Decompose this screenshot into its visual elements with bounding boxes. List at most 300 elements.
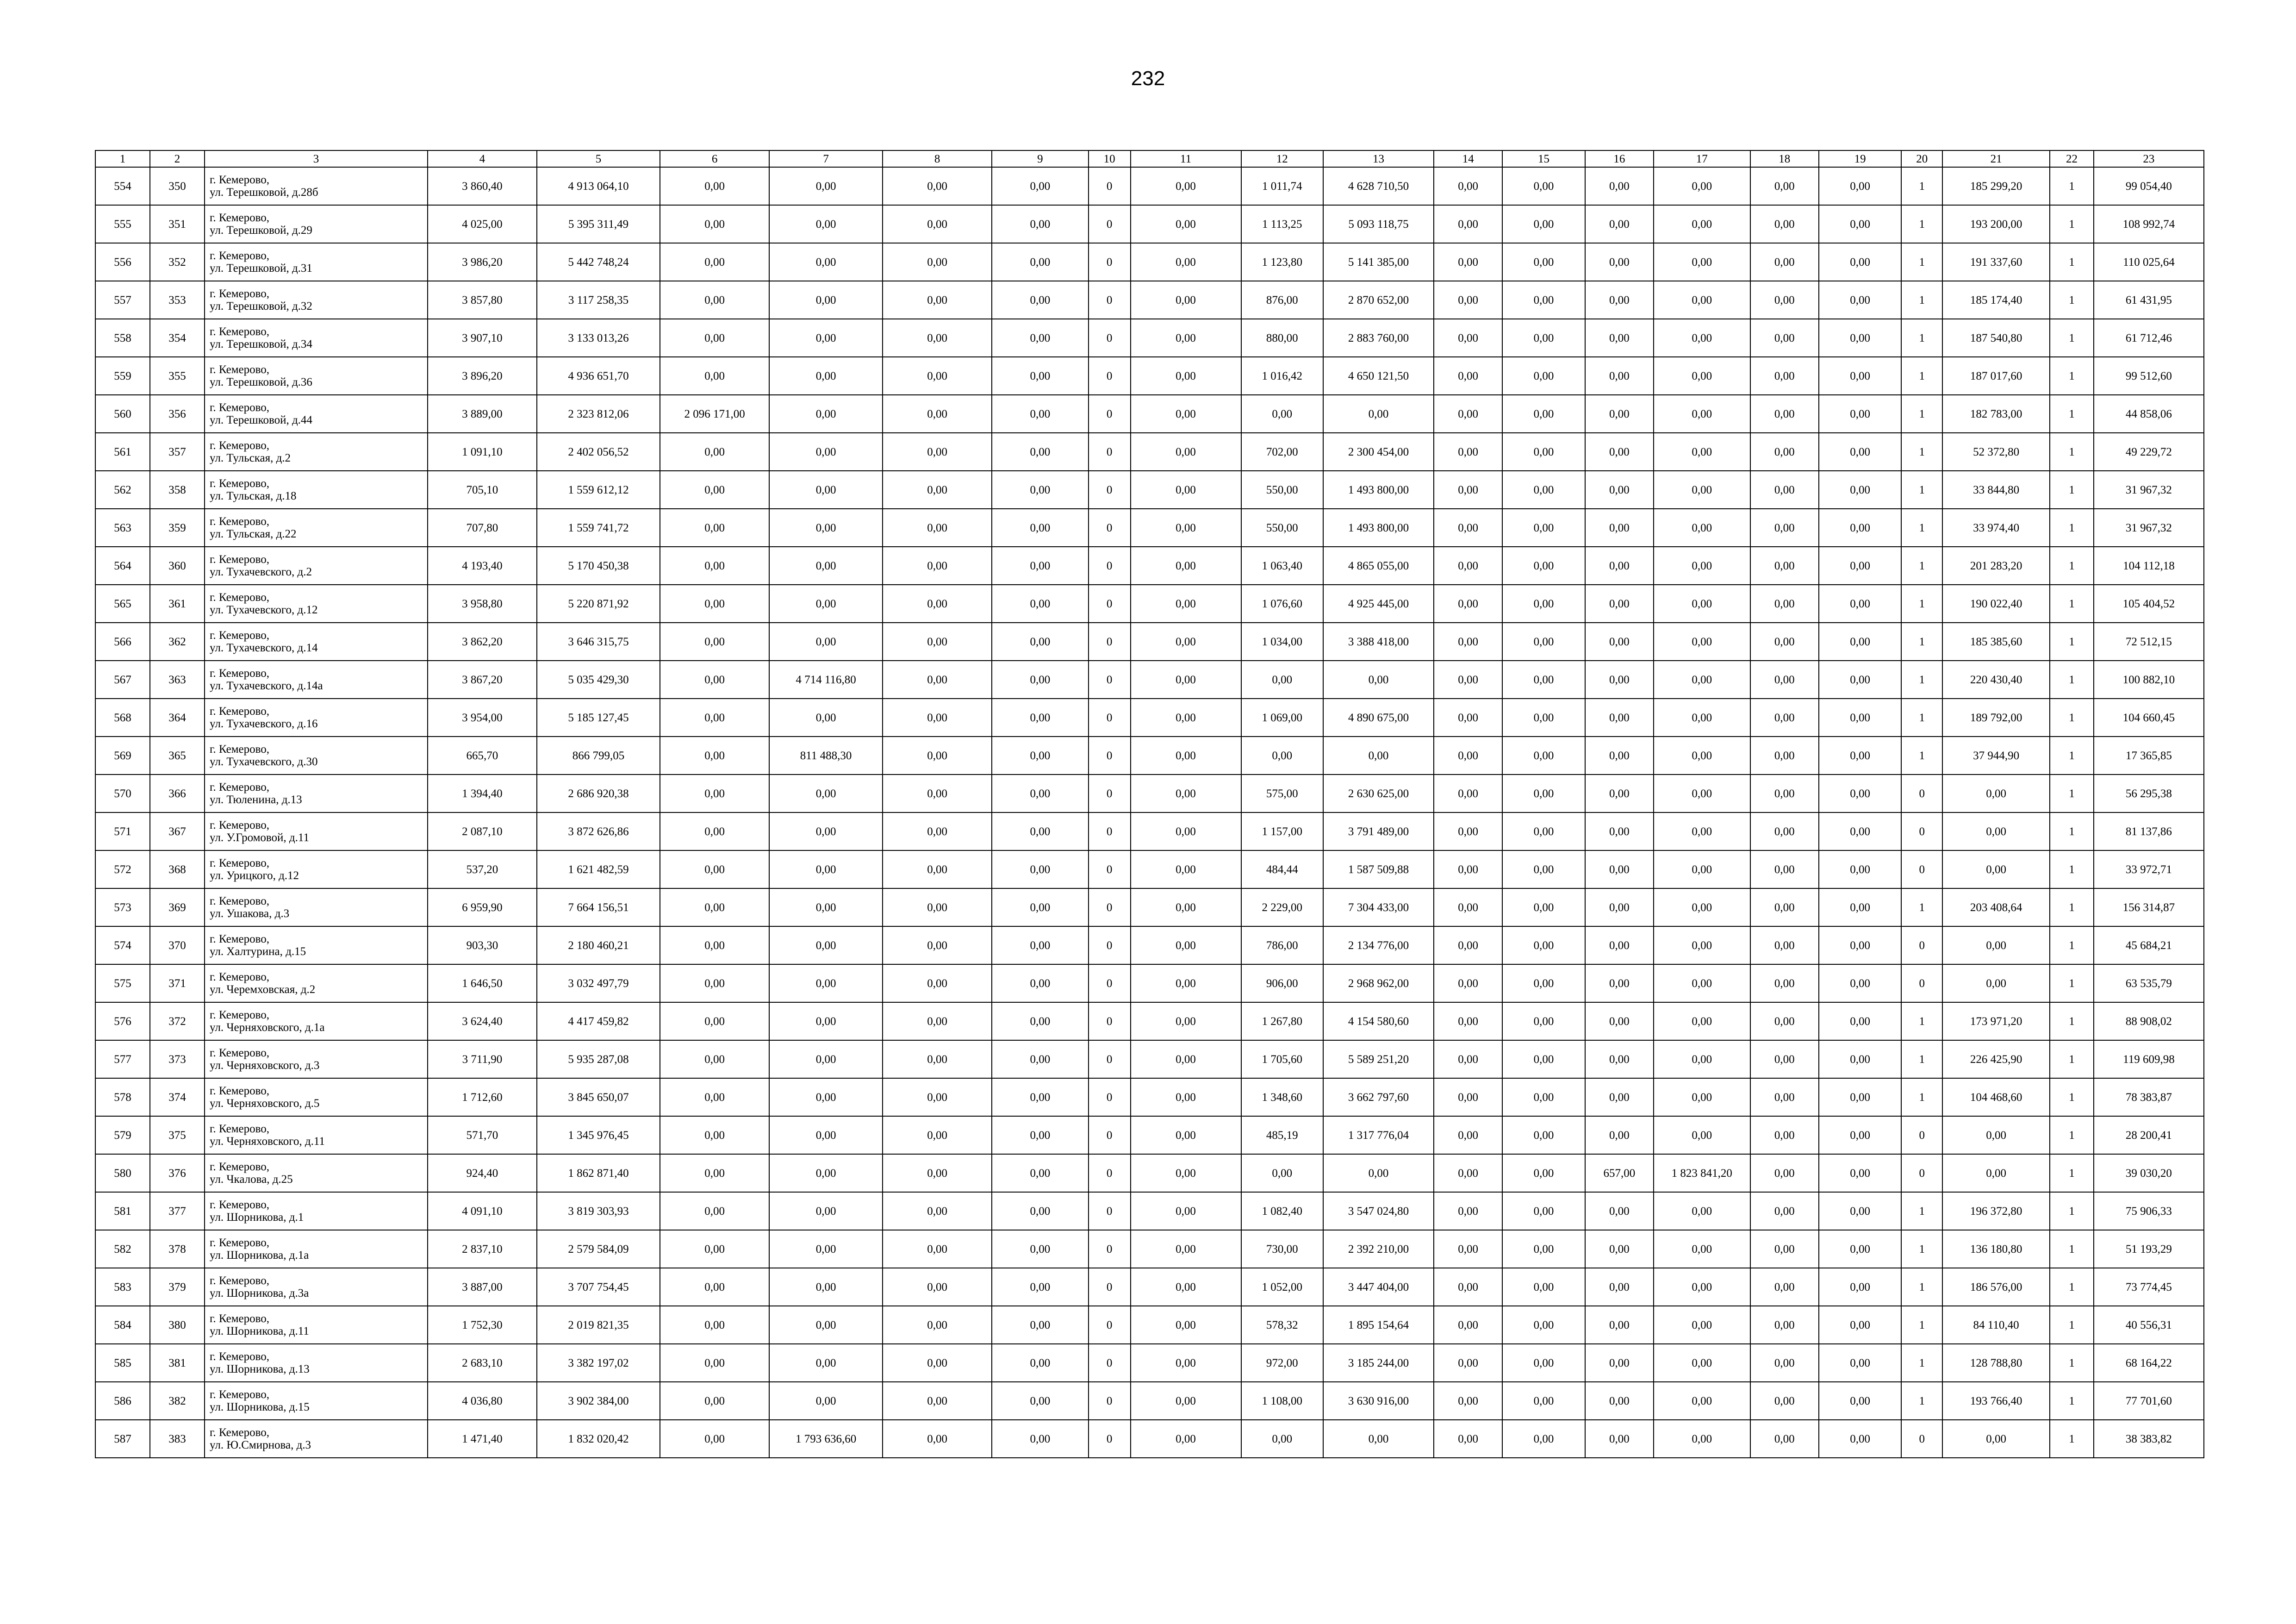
- cell-v10: 0: [1089, 243, 1131, 281]
- page-number: 232: [1131, 67, 1165, 90]
- cell-n: 582: [95, 1230, 150, 1268]
- address-street: ул. Ю.Смирнова, д.3: [209, 1439, 311, 1451]
- cell-address: [205, 319, 428, 357]
- cell-v8: 0,00: [883, 1268, 992, 1306]
- cell-id: 377: [150, 1192, 205, 1230]
- cell-v16: 0,00: [1585, 509, 1654, 547]
- cell-v7: 0,00: [769, 1344, 883, 1382]
- cell-v16: 0,00: [1585, 585, 1654, 623]
- cell-v14: 0,00: [1434, 775, 1502, 812]
- address-city: г. Кемерово,: [209, 1388, 269, 1401]
- cell-v8: 0,00: [883, 1154, 992, 1192]
- cell-v19: 0,00: [1819, 1002, 1901, 1040]
- cell-v9: 0,00: [992, 1420, 1089, 1458]
- cell-v18: 0,00: [1750, 1116, 1819, 1154]
- cell-v4: 537,20: [428, 850, 537, 888]
- column-header-3: 3: [205, 150, 428, 167]
- cell-v15: 0,00: [1502, 1230, 1585, 1268]
- cell-v17: 0,00: [1654, 1268, 1750, 1306]
- cell-v10: 0: [1089, 281, 1131, 319]
- cell-v17: 0,00: [1654, 357, 1750, 395]
- cell-address: [205, 1382, 428, 1420]
- cell-v5: 1 559 612,12: [537, 471, 660, 509]
- table-row: [95, 1344, 2204, 1382]
- cell-v4: 3 867,20: [428, 661, 537, 699]
- cell-v12: 702,00: [1241, 433, 1323, 471]
- cell-v4: 4 036,80: [428, 1382, 537, 1420]
- cell-v11: 0,00: [1131, 926, 1241, 964]
- cell-v18: 0,00: [1750, 509, 1819, 547]
- cell-v12: 0,00: [1241, 737, 1323, 775]
- cell-v21: 203 408,64: [1942, 888, 2050, 926]
- cell-v22: 1: [2050, 509, 2094, 547]
- table-row: [95, 509, 2204, 547]
- cell-v14: 0,00: [1434, 1420, 1502, 1458]
- address-street: ул. Черемховская, д.2: [209, 983, 316, 996]
- cell-id: 353: [150, 281, 205, 319]
- cell-id: 378: [150, 1230, 205, 1268]
- address-city: г. Кемерово,: [209, 667, 269, 680]
- cell-v16: 0,00: [1585, 433, 1654, 471]
- cell-v23: 33 972,71: [2094, 850, 2204, 888]
- address-street: ул. Шорникова, д.13: [209, 1363, 310, 1375]
- address-street: ул. Терешковой, д.29: [209, 224, 312, 237]
- cell-v9: 0,00: [992, 1078, 1089, 1116]
- cell-v16: 0,00: [1585, 1040, 1654, 1078]
- cell-v23: 77 701,60: [2094, 1382, 2204, 1420]
- cell-v12: 1 034,00: [1241, 623, 1323, 661]
- cell-v22: 1: [2050, 1306, 2094, 1344]
- cell-v15: 0,00: [1502, 1116, 1585, 1154]
- cell-v17: 0,00: [1654, 737, 1750, 775]
- cell-v7: 0,00: [769, 205, 883, 243]
- cell-v17: 0,00: [1654, 281, 1750, 319]
- cell-v12: 880,00: [1241, 319, 1323, 357]
- cell-v5: 3 646 315,75: [537, 623, 660, 661]
- cell-v20: 1: [1901, 205, 1942, 243]
- cell-v21: 186 576,00: [1942, 1268, 2050, 1306]
- column-header-12: 12: [1241, 150, 1323, 167]
- cell-v4: 1 471,40: [428, 1420, 537, 1458]
- cell-v8: 0,00: [883, 205, 992, 243]
- table-body: [95, 167, 2204, 1458]
- cell-v18: 0,00: [1750, 1040, 1819, 1078]
- column-header-17: 17: [1654, 150, 1750, 167]
- cell-v6: 0,00: [660, 1420, 769, 1458]
- cell-v8: 0,00: [883, 775, 992, 812]
- cell-v5: 2 323 812,06: [537, 395, 660, 433]
- cell-v20: 1: [1901, 319, 1942, 357]
- cell-n: 562: [95, 471, 150, 509]
- cell-v22: 1: [2050, 775, 2094, 812]
- cell-v11: 0,00: [1131, 205, 1241, 243]
- address-street: ул. Шорникова, д.15: [209, 1401, 310, 1413]
- cell-v13: 2 630 625,00: [1323, 775, 1434, 812]
- cell-v20: 1: [1901, 509, 1942, 547]
- cell-id: 357: [150, 433, 205, 471]
- cell-v12: 876,00: [1241, 281, 1323, 319]
- cell-v9: 0,00: [992, 737, 1089, 775]
- cell-n: 563: [95, 509, 150, 547]
- column-header-21: 21: [1942, 150, 2050, 167]
- cell-v11: 0,00: [1131, 812, 1241, 850]
- cell-v14: 0,00: [1434, 167, 1502, 205]
- cell-v15: 0,00: [1502, 281, 1585, 319]
- cell-v5: 7 664 156,51: [537, 888, 660, 926]
- cell-v5: 1 621 482,59: [537, 850, 660, 888]
- cell-n: 574: [95, 926, 150, 964]
- cell-v6: 0,00: [660, 1230, 769, 1268]
- cell-v5: 3 845 650,07: [537, 1078, 660, 1116]
- cell-v6: 0,00: [660, 1078, 769, 1116]
- cell-v21: 189 792,00: [1942, 699, 2050, 737]
- cell-v9: 0,00: [992, 699, 1089, 737]
- cell-v15: 0,00: [1502, 699, 1585, 737]
- cell-v5: 3 707 754,45: [537, 1268, 660, 1306]
- table-row: [95, 1154, 2204, 1192]
- cell-v8: 0,00: [883, 585, 992, 623]
- cell-v14: 0,00: [1434, 1116, 1502, 1154]
- cell-v5: 4 936 651,70: [537, 357, 660, 395]
- cell-v15: 0,00: [1502, 888, 1585, 926]
- cell-v15: 0,00: [1502, 1040, 1585, 1078]
- cell-id: 373: [150, 1040, 205, 1078]
- address-city: г. Кемерово,: [209, 895, 269, 907]
- cell-v13: 0,00: [1323, 1154, 1434, 1192]
- cell-v15: 0,00: [1502, 547, 1585, 585]
- cell-v21: 128 788,80: [1942, 1344, 2050, 1382]
- cell-v11: 0,00: [1131, 888, 1241, 926]
- cell-v19: 0,00: [1819, 471, 1901, 509]
- address-city: г. Кемерово,: [209, 705, 269, 718]
- cell-v10: 0: [1089, 319, 1131, 357]
- address-city: г. Кемерово,: [209, 1123, 269, 1135]
- cell-v4: 3 889,00: [428, 395, 537, 433]
- address-street: ул. Терешковой, д.44: [209, 414, 312, 426]
- cell-v21: 33 974,40: [1942, 509, 2050, 547]
- cell-v6: 0,00: [660, 661, 769, 699]
- cell-v16: 0,00: [1585, 623, 1654, 661]
- cell-v11: 0,00: [1131, 471, 1241, 509]
- cell-v19: 0,00: [1819, 1078, 1901, 1116]
- cell-v18: 0,00: [1750, 281, 1819, 319]
- cell-v4: 1 646,50: [428, 964, 537, 1002]
- cell-v16: 0,00: [1585, 1420, 1654, 1458]
- cell-v13: 4 925 445,00: [1323, 585, 1434, 623]
- cell-v16: 0,00: [1585, 1306, 1654, 1344]
- cell-v13: 2 300 454,00: [1323, 433, 1434, 471]
- cell-v11: 0,00: [1131, 319, 1241, 357]
- cell-v21: 193 200,00: [1942, 205, 2050, 243]
- address-street: ул. Халтурина, д.15: [209, 945, 306, 958]
- cell-v9: 0,00: [992, 319, 1089, 357]
- cell-v14: 0,00: [1434, 205, 1502, 243]
- address-street: ул. Тульская, д.22: [209, 528, 297, 540]
- cell-v12: 1 348,60: [1241, 1078, 1323, 1116]
- cell-address: [205, 281, 428, 319]
- cell-v23: 49 229,72: [2094, 433, 2204, 471]
- cell-v15: 0,00: [1502, 1306, 1585, 1344]
- cell-v17: 0,00: [1654, 395, 1750, 433]
- cell-v14: 0,00: [1434, 281, 1502, 319]
- cell-v18: 0,00: [1750, 699, 1819, 737]
- cell-v19: 0,00: [1819, 281, 1901, 319]
- cell-v23: 31 967,32: [2094, 509, 2204, 547]
- cell-v16: 0,00: [1585, 319, 1654, 357]
- cell-v9: 0,00: [992, 509, 1089, 547]
- cell-v9: 0,00: [992, 585, 1089, 623]
- cell-address: [205, 1002, 428, 1040]
- cell-v4: 1 712,60: [428, 1078, 537, 1116]
- cell-v13: 5 093 118,75: [1323, 205, 1434, 243]
- cell-v15: 0,00: [1502, 850, 1585, 888]
- cell-v5: 5 220 871,92: [537, 585, 660, 623]
- cell-v17: 0,00: [1654, 319, 1750, 357]
- cell-v5: 5 442 748,24: [537, 243, 660, 281]
- cell-v19: 0,00: [1819, 585, 1901, 623]
- cell-v19: 0,00: [1819, 205, 1901, 243]
- address-street: ул. Терешковой, д.34: [209, 338, 312, 350]
- cell-v21: 37 944,90: [1942, 737, 2050, 775]
- address-street: ул. Тухачевского, д.14: [209, 642, 318, 654]
- cell-v15: 0,00: [1502, 585, 1585, 623]
- cell-v16: 0,00: [1585, 1344, 1654, 1382]
- address-street: ул. Шорникова, д.1а: [209, 1249, 309, 1262]
- address-street: ул. Тюленина, д.13: [209, 793, 302, 806]
- cell-n: 566: [95, 623, 150, 661]
- cell-v13: 0,00: [1323, 1420, 1434, 1458]
- address-city: г. Кемерово,: [209, 1085, 269, 1097]
- table-row: [95, 1268, 2204, 1306]
- cell-v10: 0: [1089, 471, 1131, 509]
- cell-n: 560: [95, 395, 150, 433]
- cell-address: [205, 1078, 428, 1116]
- cell-address: [205, 205, 428, 243]
- cell-v6: 0,00: [660, 1154, 769, 1192]
- cell-n: 559: [95, 357, 150, 395]
- address-city: г. Кемерово,: [209, 1047, 269, 1059]
- address-city: г. Кемерово,: [209, 1199, 269, 1211]
- cell-v17: 0,00: [1654, 1002, 1750, 1040]
- cell-v9: 0,00: [992, 926, 1089, 964]
- cell-v6: 0,00: [660, 243, 769, 281]
- cell-v4: 3 860,40: [428, 167, 537, 205]
- column-header-10: 10: [1089, 150, 1131, 167]
- cell-v18: 0,00: [1750, 433, 1819, 471]
- cell-v8: 0,00: [883, 1382, 992, 1420]
- cell-id: 355: [150, 357, 205, 395]
- cell-v6: 0,00: [660, 1116, 769, 1154]
- cell-v18: 0,00: [1750, 1420, 1819, 1458]
- cell-v8: 0,00: [883, 737, 992, 775]
- address-city: г. Кемерово,: [209, 515, 269, 528]
- cell-v18: 0,00: [1750, 167, 1819, 205]
- cell-v11: 0,00: [1131, 1344, 1241, 1382]
- cell-v23: 108 992,74: [2094, 205, 2204, 243]
- cell-n: 556: [95, 243, 150, 281]
- cell-v7: 811 488,30: [769, 737, 883, 775]
- cell-v6: 0,00: [660, 319, 769, 357]
- cell-v11: 0,00: [1131, 661, 1241, 699]
- cell-v12: 1 052,00: [1241, 1268, 1323, 1306]
- cell-v18: 0,00: [1750, 775, 1819, 812]
- cell-v21: 191 337,60: [1942, 243, 2050, 281]
- cell-v5: 1 832 020,42: [537, 1420, 660, 1458]
- cell-v11: 0,00: [1131, 395, 1241, 433]
- address-street: ул. Тухачевского, д.14а: [209, 680, 323, 692]
- cell-v8: 0,00: [883, 547, 992, 585]
- table-row: [95, 1002, 2204, 1040]
- table-row: [95, 737, 2204, 775]
- cell-v17: 0,00: [1654, 964, 1750, 1002]
- cell-v17: 0,00: [1654, 585, 1750, 623]
- cell-v21: 52 372,80: [1942, 433, 2050, 471]
- cell-v6: 0,00: [660, 1040, 769, 1078]
- cell-v17: 0,00: [1654, 167, 1750, 205]
- cell-v21: 0,00: [1942, 850, 2050, 888]
- cell-v20: 1: [1901, 1382, 1942, 1420]
- cell-v16: 0,00: [1585, 661, 1654, 699]
- cell-v23: 119 609,98: [2094, 1040, 2204, 1078]
- cell-v9: 0,00: [992, 357, 1089, 395]
- cell-v8: 0,00: [883, 1420, 992, 1458]
- cell-v18: 0,00: [1750, 661, 1819, 699]
- cell-v12: 1 082,40: [1241, 1192, 1323, 1230]
- cell-v22: 1: [2050, 1154, 2094, 1192]
- cell-v14: 0,00: [1434, 1268, 1502, 1306]
- address-street: ул. Тухачевского, д.16: [209, 718, 318, 730]
- address-city: г. Кемерово,: [209, 591, 269, 604]
- cell-v4: 1 752,30: [428, 1306, 537, 1344]
- cell-v13: 2 392 210,00: [1323, 1230, 1434, 1268]
- cell-v16: 0,00: [1585, 1002, 1654, 1040]
- cell-v23: 17 365,85: [2094, 737, 2204, 775]
- cell-v8: 0,00: [883, 1116, 992, 1154]
- cell-n: 587: [95, 1420, 150, 1458]
- cell-id: 374: [150, 1078, 205, 1116]
- cell-v20: 0: [1901, 812, 1942, 850]
- cell-v15: 0,00: [1502, 623, 1585, 661]
- cell-n: 558: [95, 319, 150, 357]
- cell-v22: 1: [2050, 1116, 2094, 1154]
- address-city: г. Кемерово,: [209, 1426, 269, 1439]
- cell-v23: 75 906,33: [2094, 1192, 2204, 1230]
- cell-v7: 0,00: [769, 1382, 883, 1420]
- cell-v9: 0,00: [992, 433, 1089, 471]
- table-row: [95, 357, 2204, 395]
- cell-v20: 1: [1901, 1306, 1942, 1344]
- cell-v13: 3 388 418,00: [1323, 623, 1434, 661]
- cell-id: 382: [150, 1382, 205, 1420]
- cell-v6: 0,00: [660, 281, 769, 319]
- cell-address: [205, 888, 428, 926]
- cell-v22: 1: [2050, 888, 2094, 926]
- cell-v11: 0,00: [1131, 850, 1241, 888]
- cell-v6: 0,00: [660, 547, 769, 585]
- cell-v12: 1 011,74: [1241, 167, 1323, 205]
- column-header-19: 19: [1819, 150, 1901, 167]
- cell-v9: 0,00: [992, 281, 1089, 319]
- cell-v16: 0,00: [1585, 471, 1654, 509]
- cell-v15: 0,00: [1502, 1078, 1585, 1116]
- cell-v22: 1: [2050, 661, 2094, 699]
- cell-v17: 0,00: [1654, 926, 1750, 964]
- cell-v5: 3 819 303,93: [537, 1192, 660, 1230]
- cell-address: [205, 964, 428, 1002]
- cell-v7: 0,00: [769, 1116, 883, 1154]
- cell-v22: 1: [2050, 357, 2094, 395]
- cell-v13: 3 547 024,80: [1323, 1192, 1434, 1230]
- cell-address: [205, 1154, 428, 1192]
- cell-id: 383: [150, 1420, 205, 1458]
- cell-v6: 0,00: [660, 1268, 769, 1306]
- cell-v20: 1: [1901, 1230, 1942, 1268]
- cell-v13: 1 317 776,04: [1323, 1116, 1434, 1154]
- address-city: г. Кемерово,: [209, 1274, 269, 1287]
- cell-v7: 0,00: [769, 319, 883, 357]
- cell-v11: 0,00: [1131, 1040, 1241, 1078]
- cell-v22: 1: [2050, 471, 2094, 509]
- table-row: [95, 623, 2204, 661]
- cell-v8: 0,00: [883, 1230, 992, 1268]
- cell-v5: 1 345 976,45: [537, 1116, 660, 1154]
- cell-v14: 0,00: [1434, 812, 1502, 850]
- cell-v10: 0: [1089, 1306, 1131, 1344]
- cell-v12: 1 705,60: [1241, 1040, 1323, 1078]
- cell-v13: 2 870 652,00: [1323, 281, 1434, 319]
- cell-v22: 1: [2050, 433, 2094, 471]
- cell-v8: 0,00: [883, 1192, 992, 1230]
- cell-v15: 0,00: [1502, 1382, 1585, 1420]
- cell-v4: 6 959,90: [428, 888, 537, 926]
- column-header-7: 7: [769, 150, 883, 167]
- cell-v18: 0,00: [1750, 737, 1819, 775]
- cell-n: 569: [95, 737, 150, 775]
- cell-v23: 88 908,02: [2094, 1002, 2204, 1040]
- cell-v18: 0,00: [1750, 1078, 1819, 1116]
- cell-v5: 5 395 311,49: [537, 205, 660, 243]
- cell-v20: 0: [1901, 850, 1942, 888]
- cell-v12: 0,00: [1241, 395, 1323, 433]
- cell-v10: 0: [1089, 1268, 1131, 1306]
- cell-v7: 0,00: [769, 1192, 883, 1230]
- cell-v23: 99 512,60: [2094, 357, 2204, 395]
- cell-v16: 0,00: [1585, 281, 1654, 319]
- cell-v16: 0,00: [1585, 1116, 1654, 1154]
- column-header-14: 14: [1434, 150, 1502, 167]
- cell-v19: 0,00: [1819, 1116, 1901, 1154]
- cell-address: [205, 167, 428, 205]
- cell-v9: 0,00: [992, 661, 1089, 699]
- address-street: ул. Тухачевского, д.30: [209, 756, 318, 768]
- cell-v7: 0,00: [769, 812, 883, 850]
- cell-address: [205, 471, 428, 509]
- cell-v12: 1 016,42: [1241, 357, 1323, 395]
- cell-v20: 1: [1901, 623, 1942, 661]
- cell-v21: 33 844,80: [1942, 471, 2050, 509]
- cell-v22: 1: [2050, 1344, 2094, 1382]
- cell-v14: 0,00: [1434, 1040, 1502, 1078]
- cell-n: 579: [95, 1116, 150, 1154]
- cell-v19: 0,00: [1819, 1192, 1901, 1230]
- cell-v9: 0,00: [992, 395, 1089, 433]
- cell-v9: 0,00: [992, 1154, 1089, 1192]
- cell-id: 366: [150, 775, 205, 812]
- cell-v19: 0,00: [1819, 623, 1901, 661]
- cell-v15: 0,00: [1502, 395, 1585, 433]
- cell-v14: 0,00: [1434, 1192, 1502, 1230]
- address-street: ул. Шорникова, д.3а: [209, 1287, 309, 1299]
